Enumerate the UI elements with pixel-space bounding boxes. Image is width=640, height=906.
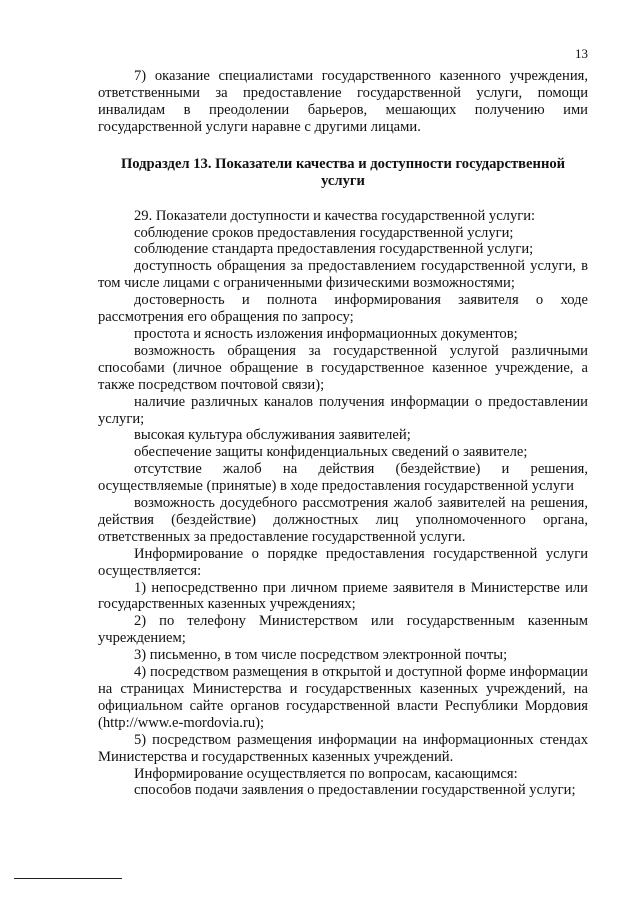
- paragraph: Информирование осуществляется по вопросам, касающимся:: [134, 765, 518, 782]
- paragraph: достоверность и полнота информирования заявителя о ходе рассмотрения его обращения по запросу;: [98, 292, 588, 326]
- paragraph: наличие различных каналов получения информации о предоставлении услуги;: [98, 393, 588, 427]
- paragraph: Информирование о порядке предоставления государственной услуги осуществляется:: [98, 545, 588, 579]
- paragraph: 4) посредством размещения в открытой и доступной форме информации на страницах Министерства и государственных казенных учреждений, на официальном сайте органов государственной власти Республики Мордовия (http://www.e-mordovia.ru);: [98, 664, 588, 731]
- paragraph: возможность досудебного рассмотрения жалоб заявителей на решения, действия (бездействие) должностных лиц уполномоченного органа, ответственных за предоставление государственной услуги.: [98, 495, 588, 545]
- paragraph: высокая культура обслуживания заявителей;: [134, 427, 411, 444]
- paragraph: 3) письменно, в том числе посредством электронной почты;: [134, 647, 508, 664]
- page-content: [98, 68, 588, 799]
- paragraph: возможность обращения за государственной услугой различными способами (личное обращение в государственное казенное учреждение, а также посредством почтовой связи);: [98, 342, 588, 393]
- paragraph: соблюдение стандарта предоставления государственной услуги;: [134, 241, 534, 258]
- paragraph: 1) непосредственно при личном приеме заявителя в Министерстве или государственных казенных учреждениях;: [98, 579, 588, 613]
- paragraph: 2) по телефону Министерством или государственным казенным учреждением;: [98, 613, 588, 647]
- page-number: 13: [575, 46, 588, 61]
- paragraph: соблюдение сроков предоставления государственной услуги;: [134, 224, 514, 241]
- paragraph: обеспечение защиты конфиденциальных сведений о заявителе;: [134, 444, 528, 461]
- paragraph: способов подачи заявления о предоставлении государственной услуги;: [134, 782, 576, 799]
- paragraph: 5) посредством размещения информации на информационных стендах Министерства и государственных казенных учреждений.: [98, 731, 588, 765]
- paragraph: доступность обращения за предоставлением государственной услуги, в том числе лицами с ограниченными физическими возможностями;: [98, 258, 588, 292]
- paragraph: отсутствие жалоб на действия (бездействие) и решения, осуществляемые (принятые) в ходе предоставления государственной услуги: [98, 461, 588, 495]
- footer-rule: [14, 878, 122, 879]
- paragraph: 29. Показатели доступности и качества государственной услуги:: [134, 207, 536, 224]
- section-heading: Подраздел 13. Показатели качества и доступности государственной услуги: [120, 155, 566, 189]
- paragraph: простота и ясность изложения информационных документов;: [134, 325, 518, 342]
- paragraph: 7) оказание специалистами государственного казенного учреждения, ответственными за предоставление государственной услуги, помощи инвалидам в преодолении барьеров, мешающих получению ими государственной услуги наравне с другими лицами.: [98, 68, 588, 135]
